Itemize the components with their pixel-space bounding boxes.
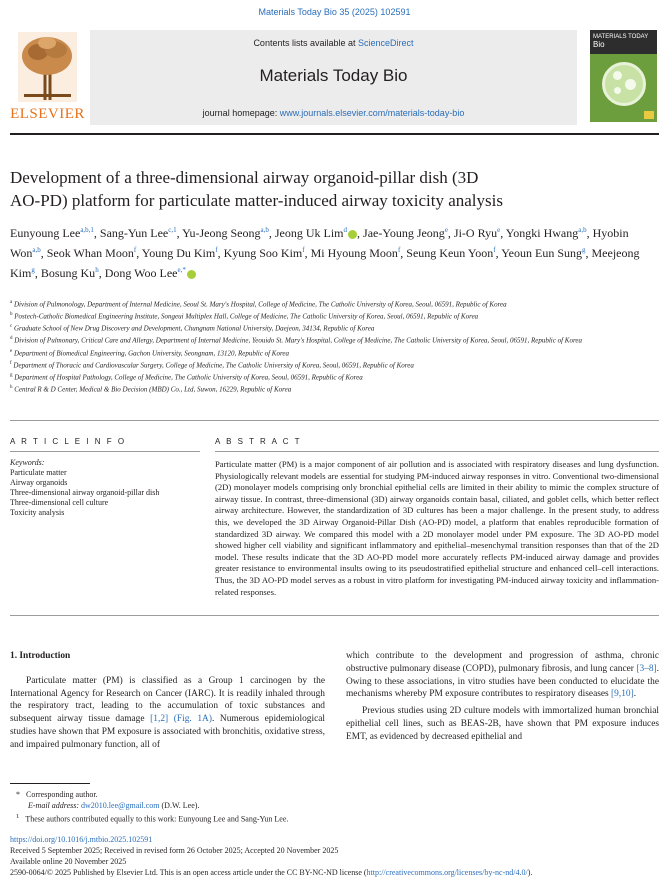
affiliation-marker: c [10,324,13,330]
author-name[interactable]: Hyobin Won [10,226,629,260]
author-name[interactable]: Meejeong Kim [10,246,640,280]
paragraph [10,675,325,752]
journal-title: Materials Today Bio [259,66,408,85]
cover-badge-icon [644,111,654,119]
paragraph-text: . [633,689,637,700]
author-affiliation-marker[interactable]: a,b [260,226,269,234]
sciencedirect-link[interactable]: ScienceDirect [358,38,414,48]
paragraph [346,650,659,701]
contents-prefix: Contents lists available at [253,38,356,48]
citation-link[interactable]: [1,2] [150,714,169,725]
dates-line: Received 5 September 2025; Received in revised form 26 October 2025; Accepted 20 November 2025 [10,846,339,855]
cover-dish-image [602,62,646,106]
paragraph-text: . Numerous epidemiological studies have shown that PM exposure is associated with bronchitis, oxidative stress, and impaired pulmonary function, all of [10,714,325,750]
author-affiliation-marker[interactable]: e,* [177,266,186,274]
equal-contribution-note: $^1$ These authors contributed equally to this work: Eunyoung Lee and Sang-Yun Lee. [16,813,289,824]
footnote-rule [10,783,90,784]
affiliation-text: Graduate School of New Drug Discovery and Development, Chungnam National University, Daejeon, 34134, Republic of Korea [13,324,375,333]
affiliation-marker: d [10,336,13,342]
author-name[interactable]: Jeong Uk Lim [274,226,344,240]
author-affiliation-marker[interactable]: c,1 [168,226,177,234]
author-affiliation-marker[interactable]: d [343,226,348,234]
affiliation-text: Division of Pulmonology, Department of Internal Medicine, Seoul St. Mary's Hospital, College of Medicine, The Catholic University of Korea, Seoul, 06591, Republic of Korea [13,300,507,309]
author-affiliation-marker[interactable]: a,b [32,246,41,254]
affiliation-text: Department of Hospital Pathology, College of Medicine, The Catholic University of Korea, Seoul, 06591, Republic of Korea [14,373,363,382]
author-name[interactable]: Young Du Kim [141,246,216,260]
paragraph-text: Particulate matter (PM) is classified as a Group 1 carcinogen by the International Agency for Research on Cancer (IARC). It is readily inhaled through the respiratory tract, leading to the accumulation of toxic substances and subsequent airway tissue damage [10,675,325,725]
author-affiliation-marker[interactable]: f [215,246,218,254]
paragraph-text: which contribute to the development and progression of asthma, chronic obstructive pulmonary disease (COPD), pulmonary fibrosis, and lung cancer [346,651,659,674]
email-suffix: (D.W. Lee). [161,801,200,810]
abstract-heading: A B S T R A C T [215,437,302,446]
affiliation-marker: a [10,300,13,305]
footnotes [10,789,650,825]
homepage-line [90,108,577,118]
author-name[interactable]: Kyung Soo Kim [223,246,303,260]
article-info-rule [10,451,200,452]
affiliation-marker: g [10,372,13,378]
affiliation-marker: b [10,312,13,318]
affiliation-item [10,383,650,395]
intro-heading: 1. Introduction [10,651,71,661]
affiliation-marker: h [10,384,13,390]
license-line [10,867,665,878]
orcid-icon[interactable] [187,270,196,279]
author-affiliation-marker[interactable]: g [31,266,35,274]
doi-link[interactable]: https://doi.org/10.1016/j.mtbio.2025.102591 [10,835,153,844]
author-affiliation-marker[interactable]: e [444,226,448,234]
paragraph-text: . Owing to these associations, in vitro studies have been conducted to elucidate the mechanisms whereby PM exposure contributes to respiratory diseases [346,663,659,700]
figure-link[interactable]: (Fig. 1A) [173,714,212,725]
author-affiliation-marker[interactable]: g [582,246,586,254]
keywords-label: Keywords: [10,458,45,467]
corresponding-note: * Corresponding author. [16,790,98,799]
online-line: Available online 20 November 2025 [10,857,127,866]
author-name[interactable]: Yongki Hwang [505,226,579,240]
affiliation-item [10,371,650,383]
affiliation-item [10,310,650,322]
keyword-item: Airway organoids [10,478,68,487]
email-note [10,800,650,811]
author-affiliation-marker[interactable]: a,b,1 [80,226,94,234]
abstract-rule [215,451,659,452]
title-line-2: AO-PD) platform for particulate matter-induced airway toxicity analysis [10,191,503,210]
affiliation-text: Department of Thoracic and Cardiovascular Surgery, College of Medicine, The Catholic University of Korea, Seoul, 06591, Republic of Korea [13,360,414,369]
citation-link[interactable]: [9,10] [611,689,634,700]
elsevier-logo[interactable] [10,30,85,125]
author-name[interactable]: Ji-O Ryu [453,226,498,240]
author-name[interactable]: Dong Woo Lee [104,266,178,280]
elsevier-tree-icon [18,32,77,102]
author-name[interactable]: Seok Whan Moon [46,246,134,260]
keyword-item: Three-dimensional cell culture [10,498,109,507]
abstract-text: Particulate matter (PM) is a major component of air pollution and is associated with respiratory diseases and lung dysfunction. Physiologically relevant models are essential for studying PM-induced airway responses in vitro. Conventional two-dimensional (2D) monolayer models comprising only bronchial epithelial cells are limited in their ability to mimic the complex structure of airway tissue. In contrast, three-dimensional (3D) airway organoids contain basal, ciliated, and goblet cells, which better reflect airway architecture. However, the standardization of 3D cultures has been a major challenge. In the present study, to address this, we developed the 3D Airway Organoid-Pillar Dish (AO-PD) model, a platform that enables reproducible formation of standardized 3D airway. We compared this model with a 2D monolayer model under PM exposure. The 3D AO-PD model showed higher cell viability and significant inflammatory and epithelial–mesenchymal transition responses than that of the 2D model. These results indicate that the 3D AO-PD model more accurately reflects PM-induced airway damage and provides greater resistance to environmental insults owing to its pseudostratified epithelial structure and enhanced cell–cell interactions. Thus, the 3D AO-PD model serves as a robust in vitro platform for investigating PM-induced airway toxicity and inflammation-related responses. [215,459,659,597]
affiliation-item [10,298,650,310]
journal-citation[interactable]: Materials Today Bio 35 (2025) 102591 [258,7,411,17]
homepage-prefix: journal homepage: [202,108,278,118]
abstract-end-rule [10,615,659,616]
affiliation-item [10,359,650,371]
keywords-block [10,458,205,518]
author-name[interactable]: Yeoun Eun Sung [501,246,582,260]
email-link[interactable]: dw2010.lee@gmail.com [81,801,160,810]
corresponding-text: Corresponding author. [26,790,98,799]
article-title [10,166,610,212]
elsevier-wordmark: ELSEVIER [10,106,85,122]
paragraph: Previous studies using 2D culture models with immortalized human bronchial epithelial cell lines, such as BEAS-2B, have shown that PM exposure induces EMT, as evidenced by decreased epithelial and [346,706,659,742]
author-name[interactable]: Seung Keun Yoon [406,246,494,260]
article-metadata [10,834,665,878]
keyword-item: Three-dimensional airway organoid-pillar dish [10,488,160,497]
journal-banner [90,30,577,125]
affiliation-text: Division of Pulmonary, Critical Care and Allergy, Department of Internal Medicine, Yeouido St. Mary's Hospital, College of Medicine, The Catholic University of Korea, Seoul, 06591, Republic of Korea [14,336,583,345]
homepage-link[interactable]: www.journals.elsevier.com/materials-today-bio [279,108,465,118]
journal-header [10,30,659,127]
author-affiliation-marker[interactable]: f [493,246,496,254]
license-text-end: ). [527,868,533,877]
affiliation-marker: f [10,360,12,366]
keyword-item: Particulate matter [10,468,67,477]
orcid-icon[interactable] [348,230,357,239]
author-list: Eunyoung Lee$^{a,b,1}$, Sang-Yun Lee$^{c,1}$, Yu-Jeong Seong$^{a,b}$, Jeong Uk Lim$^d$ , Jae-Young Jeong$^e$, Ji-O Ryu$^e$, Yongki Hwang$^{a,b}$, Hyobin Won$^{a,b}$, Seok Whan Moon$^f$, Young Du Kim$^f$, Kyung Soo Kim$^f$, Mi Hyoung Moon$^f$, Seung Keun Yoon$^f$, Yeoun Eun Sung$^g$, Meejeong Kim$^g$, Bosung Ku$^h$, Dong Woo Lee$^{e,*}$ [10,226,640,280]
email-label: E-mail address: [28,801,80,810]
affiliation-text: Department of Biomedical Engineering, Gachon University, Seongnam, 13120, Republic of Korea [13,348,290,357]
author-name[interactable]: Eunyoung Lee [10,226,81,240]
equal-text: These authors contributed equally to this work: Eunyoung Lee and Sang-Yun Lee. [25,814,289,824]
license-text: 2590-0064/© 2025 Published by Elsevier Ltd. This is an open access article under the CC BY-NC-ND license ( [10,868,367,877]
author-affiliation-marker[interactable]: h [95,266,99,274]
header-rule [10,133,659,135]
affiliation-item [10,322,650,334]
body-column-left [10,650,325,752]
author-name[interactable]: Yu-Jeong Seong [182,226,261,240]
license-link[interactable]: http://creativecommons.org/licenses/by-nc-nd/4.0/ [366,868,528,877]
contents-line [90,38,577,48]
affiliation-marker: e [10,348,13,354]
citation-link[interactable]: [3–8] [636,663,657,674]
author-name[interactable]: Mi Hyoung Moon [310,246,398,260]
affiliation-text: Postech-Catholic Biomedical Engineering Institute, Songeui Multiplex Hall, College of Medicine, The Catholic University of Korea, Seoul, 06591, Republic of Korea [14,312,479,321]
body-column-right [346,650,659,744]
author-name[interactable]: Sang-Yun Lee [99,226,169,240]
author-affiliation-marker[interactable]: f [302,246,305,254]
affiliation-item [10,334,650,346]
author-name[interactable]: Jae-Young Jeong [363,226,445,240]
cover-title-band [590,30,657,54]
author-affiliation-marker[interactable]: a,b [578,226,587,234]
title-line-1: Development of a three-dimensional airway organoid-pillar dish (3D [10,168,479,187]
affiliation-list [10,298,650,395]
journal-cover[interactable] [590,30,657,122]
cover-title: MATERIALS TODAY [593,34,649,40]
author-affiliation-marker[interactable]: e [497,226,501,234]
affiliation-text: Central R & D Center, Medical & Bio Decision (MBD) Co., Ltd, Suwon, 16229, Republic of Korea [14,385,292,394]
affiliation-rule [10,420,659,421]
article-info-heading: A R T I C L E I N F O [10,437,127,446]
author-affiliation-marker[interactable]: f [397,246,401,254]
author-affiliation-marker[interactable]: f [133,246,137,254]
affiliation-item [10,347,650,359]
author-name[interactable]: Bosung Ku [40,266,96,280]
keyword-item: Toxicity analysis [10,508,65,517]
cover-subtitle: Bio [593,40,605,49]
